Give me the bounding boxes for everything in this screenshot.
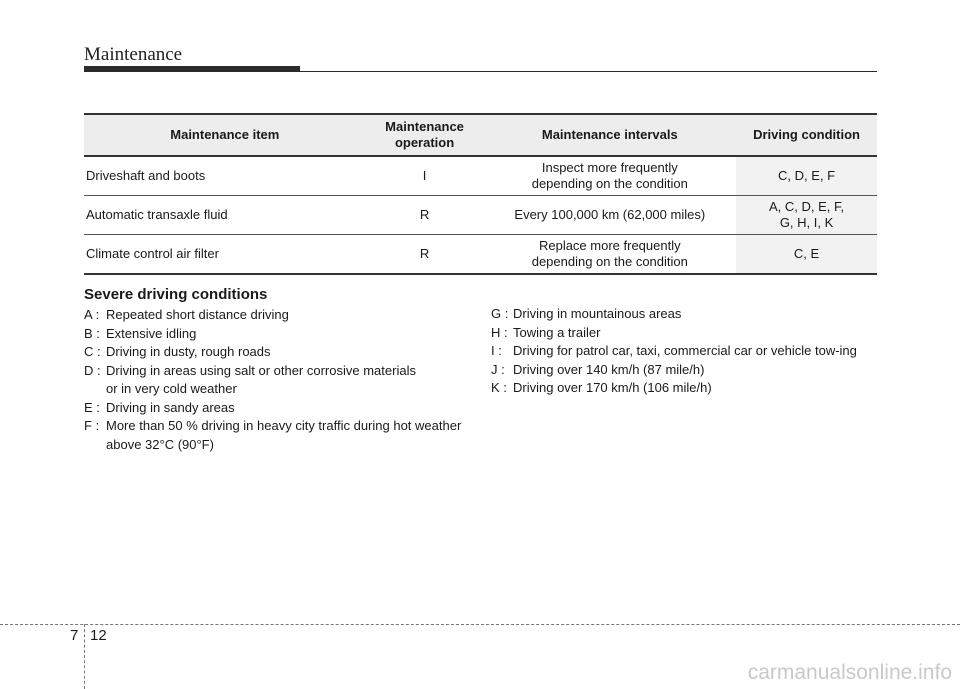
condition-item	[491, 379, 881, 398]
cell-condition: C, D, E, F	[736, 156, 877, 196]
condition-text: Driving in dusty, rough roads	[106, 344, 271, 359]
watermark: carmanualsonline.info	[747, 661, 952, 684]
cell-condition: C, E	[736, 235, 877, 275]
condition-text: Driving in mountainous areas	[513, 306, 682, 321]
condition-item	[491, 361, 881, 380]
cell-operation: R	[366, 235, 484, 275]
condition-code: J :	[491, 361, 505, 377]
col-header-item: Maintenance item	[84, 114, 366, 156]
page-header-title: Maintenance	[84, 44, 183, 65]
col-header-operation: Maintenance operation	[366, 114, 484, 156]
header-rule	[300, 71, 877, 72]
conditions-list-right	[491, 305, 881, 398]
table-row	[84, 156, 877, 196]
condition-item	[84, 399, 464, 418]
condition-code: H :	[491, 324, 508, 340]
table-row	[84, 196, 877, 235]
cell-item: Driveshaft and boots	[84, 156, 366, 196]
condition-text: Repeated short distance driving	[106, 307, 289, 322]
maintenance-table	[84, 113, 877, 275]
header-accent-bar	[84, 66, 300, 72]
condition-code: B :	[84, 325, 100, 341]
condition-item	[491, 324, 881, 343]
condition-code: K :	[491, 380, 507, 395]
col-header-intervals: Maintenance intervals	[483, 114, 736, 156]
condition-text: Towing a trailer	[513, 324, 601, 340]
table-header-row	[84, 114, 877, 156]
severe-conditions-title: Severe driving conditions	[84, 286, 268, 303]
condition-code: D :	[84, 362, 101, 378]
condition-text: Driving over 140 km/h (87 mile/h)	[513, 361, 705, 377]
cell-item: Climate control air filter	[84, 235, 366, 275]
condition-item	[84, 325, 464, 344]
condition-item	[84, 343, 464, 362]
cell-interval: Inspect more frequently depending on the condition	[483, 156, 736, 196]
cell-item: Automatic transaxle fluid	[84, 196, 366, 235]
cell-operation: R	[366, 196, 484, 235]
condition-item	[84, 362, 464, 399]
condition-text: Extensive idling	[106, 325, 197, 341]
condition-code: A :	[84, 307, 100, 322]
condition-text: Driving in sandy areas	[106, 399, 235, 415]
chapter-number: 7	[70, 627, 79, 644]
conditions-list-left	[84, 306, 464, 454]
condition-item	[491, 305, 881, 324]
condition-item	[84, 417, 464, 454]
cell-condition: A, C, D, E, F, G, H, I, K	[736, 196, 877, 235]
col-header-condition: Driving condition	[736, 114, 877, 156]
cell-interval: Replace more frequently depending on the condition	[483, 235, 736, 275]
condition-code: F :	[84, 418, 100, 433]
footer-dashed-divider	[84, 624, 85, 689]
condition-code: G :	[491, 306, 509, 321]
condition-item	[491, 342, 881, 361]
condition-text: Driving over 170 km/h (106 mile/h)	[513, 380, 712, 395]
cell-interval: Every 100,000 km (62,000 miles)	[483, 196, 736, 235]
condition-code: I :	[491, 343, 502, 358]
table-row	[84, 235, 877, 275]
condition-code: E :	[84, 399, 100, 415]
condition-text: Driving for patrol car, taxi, commercial car or vehicle tow-ing	[513, 343, 857, 358]
condition-text: More than 50 % driving in heavy city traffic during hot weather above 32°C (90°F)	[106, 418, 462, 452]
footer-dashed-rule	[0, 624, 960, 625]
cell-operation: I	[366, 156, 484, 196]
condition-text: Driving in areas using salt or other corrosive materials or in very cold weather	[106, 362, 416, 396]
condition-item	[84, 306, 464, 325]
page-number: 12	[90, 627, 107, 644]
condition-code: C :	[84, 344, 101, 359]
